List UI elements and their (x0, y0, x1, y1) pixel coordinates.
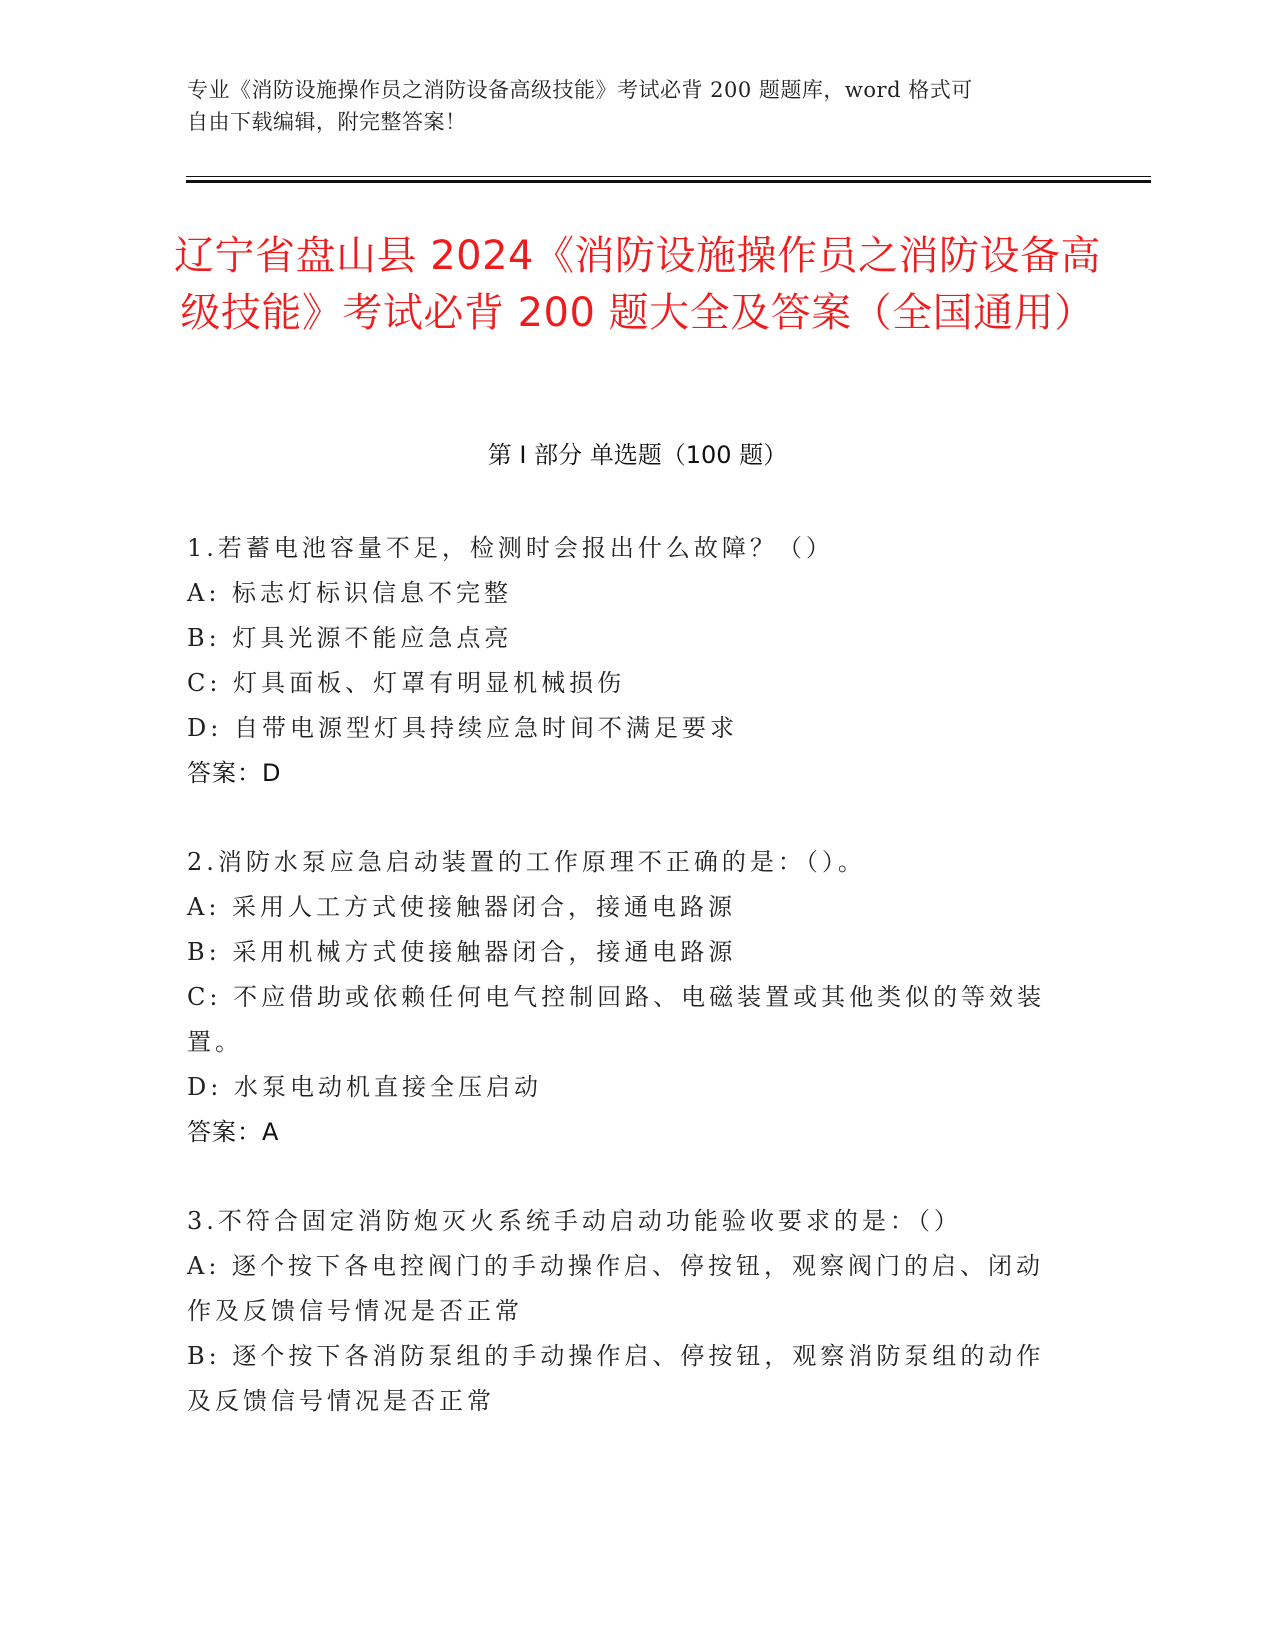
question-stem: 2.消防水泵应急启动装置的工作原理不正确的是：（）。 (187, 848, 866, 876)
option-a: A: 标志灯标识信息不完整 (187, 579, 513, 607)
header-divider-thin (186, 176, 1151, 177)
option-c: C: 不应借助或依赖任何电气控制回路、电磁装置或其他类似的等效装置。 (187, 983, 1046, 1056)
option-a: A: 逐个按下各电控阀门的手动操作启、停按钮，观察阀门的启、闭动作及反馈信号情况是否正常 (187, 1252, 1045, 1325)
question-3 (187, 1199, 1072, 1424)
option-a: A: 采用人工方式使接触器闭合，接通电路源 (187, 893, 737, 921)
option-b: B: 采用机械方式使接触器闭合，接通电路源 (187, 938, 737, 966)
document-title: 辽宁省盘山县 2024《消防设施操作员之消防设备高级技能》考试必背 200 题大全及答案（全国通用） (173, 233, 1101, 336)
question-list (187, 526, 1072, 1468)
answer: 答案：A (187, 1118, 280, 1146)
header-divider-thick (186, 180, 1151, 183)
answer: 答案：D (187, 759, 282, 787)
option-c: C: 灯具面板、灯罩有明显机械损伤 (187, 669, 626, 697)
section-title: 第 I 部分 单选题（100 题） (487, 441, 788, 469)
option-d: D: 自带电源型灯具持续应急时间不满足要求 (187, 714, 738, 742)
option-b: B: 灯具光源不能应急点亮 (187, 624, 513, 652)
header-note: 专业《消防设施操作员之消防设备高级技能》考试必背 200 题题库，word 格式可 自由下载编辑，附完整答案！ (187, 78, 973, 134)
question-stem: 3.不符合固定消防炮灭火系统手动启动功能验收要求的是：（） (187, 1207, 962, 1235)
option-b: B: 逐个按下各消防泵组的手动操作启、停按钮，观察消防泵组的动作及反馈信号情况是否正常 (187, 1342, 1045, 1415)
question-2 (187, 840, 1072, 1155)
question-stem: 1.若蓄电池容量不足，检测时会报出什么故障？（） (187, 534, 834, 562)
option-d: D: 水泵电动机直接全压启动 (187, 1073, 542, 1101)
question-1 (187, 526, 1072, 796)
